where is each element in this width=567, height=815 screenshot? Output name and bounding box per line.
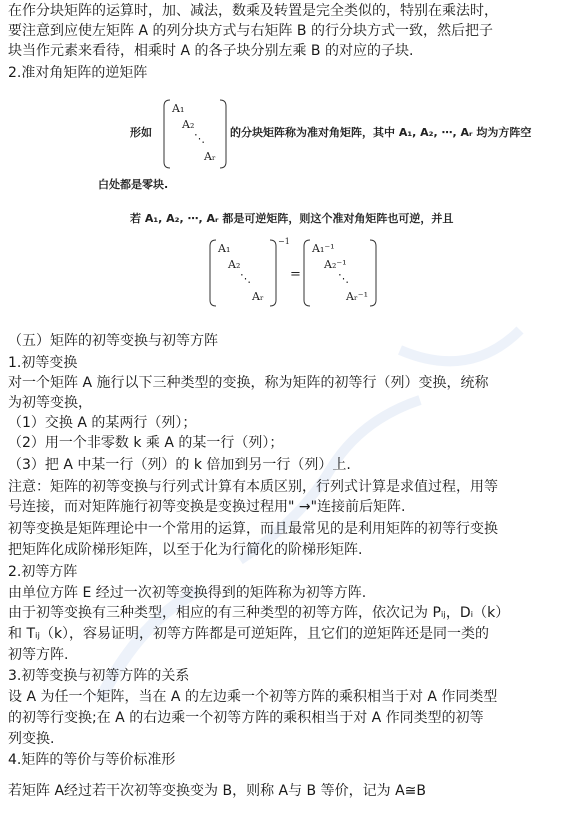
list-item: （3）把 A 中某一行（列）的 k 倍加到另一行（列）上. xyxy=(8,457,351,473)
paragraph-line: 为初等变换， xyxy=(8,395,92,411)
paragraph-line: 要注意到应使左矩阵 A 的列分块方式与右矩阵 B 的行分块方式一致，然后把子 xyxy=(8,23,493,39)
equals-sign: = xyxy=(290,267,301,282)
block-a1-inv: A₁⁻¹ xyxy=(312,242,335,255)
paragraph-line: 若矩阵 A经过若干次初等变换变为 B，则称 A与 B 等价，记为 A≅B xyxy=(8,783,426,799)
figure-line1-prefix: 形如 xyxy=(130,126,152,139)
paragraph-line: 由于初等变换有三种类型，相应的有三种类型的初等方阵，依次记为 Pᵢⱼ，Dᵢ（k） xyxy=(8,605,510,621)
paragraph-line: 的初等行变换;在 A 的右边乘一个初等方阵的乘积相当于对 A 作同类型的初等 xyxy=(8,710,484,726)
section-heading: 2.准对角矩阵的逆矩阵 xyxy=(8,65,148,81)
paragraph-line: 和 Tᵢⱼ（k），容易证明，初等方阵都是可逆矩阵，且它们的逆矩阵还是同一类的 xyxy=(8,626,490,642)
paragraph-line: 初等方阵. xyxy=(8,647,69,663)
list-item: （2）用一个非零数 k 乘 A 的某一行（列）； xyxy=(8,435,284,451)
note-line: 注意：矩阵的初等变换与行列式计算有本质区别，行列式计算是求值过程，用等 xyxy=(8,479,498,495)
subheading-4: 4.矩阵的等价与等价标准形 xyxy=(8,752,176,768)
paragraph-line: 由单位方阵 E 经过一次初等变换得到的矩阵称为初等方阵. xyxy=(8,585,367,601)
list-item: （1）交换 A 的某两行（列）； xyxy=(8,415,197,431)
subheading-3: 3.初等变换与初等方阵的关系 xyxy=(8,668,190,684)
paragraph-line: 对一个矩阵 A 施行以下三种类型的变换，称为矩阵的初等行（列）变换，统称 xyxy=(8,375,489,391)
block-a2: A₂ xyxy=(182,118,195,131)
block-ar: Aᵣ xyxy=(204,150,216,163)
subheading-2: 2.初等方阵 xyxy=(8,564,78,580)
block-a2-left: A₂ xyxy=(228,258,241,271)
note-line: 号连接，而对矩阵施行初等变换是变换过程用" →"连接前后矩阵. xyxy=(8,499,406,515)
figure-line2: 白处都是零块. xyxy=(98,178,169,191)
inverse-exponent: −1 xyxy=(278,237,290,246)
paragraph-line: 把矩阵化成阶梯形矩阵，以至于化为行简化的阶梯形矩阵. xyxy=(8,542,363,558)
paragraph-line: 在作分块矩阵的运算时，加、减法，数乘及转置是完全类似的，特别在乘法时， xyxy=(8,3,498,19)
section-title: （五）矩阵的初等变换与初等方阵 xyxy=(8,333,218,349)
block-ar-left: Aᵣ xyxy=(252,290,264,303)
figure-line3: 若 A₁, A₂, ⋯, Aᵣ 都是可逆矩阵，则这个准对角矩阵也可逆，并且 xyxy=(130,212,454,225)
block-ar-inv: Aᵣ⁻¹ xyxy=(346,290,368,303)
paragraph-line: 块当作元素来看待，相乘时 A 的各子块分别左乘 B 的对应的子块. xyxy=(8,43,414,59)
dots: ⋱ xyxy=(194,132,205,145)
dots-right: ⋱ xyxy=(338,272,349,285)
block-a2-inv: A₂⁻¹ xyxy=(324,258,347,271)
paragraph-line: 初等变换是矩阵理论中一个常用的运算，而且最常见的是利用矩阵的初等行变换 xyxy=(8,521,498,537)
block-a1-left: A₁ xyxy=(218,242,231,255)
matrix-figure xyxy=(98,92,560,322)
paragraph-line: 列变换. xyxy=(8,731,55,747)
block-a1: A₁ xyxy=(172,102,185,115)
dots-left: ⋱ xyxy=(240,272,251,285)
figure-line1-suffix: 的分块矩阵称为准对角矩阵，其中 A₁, A₂, ⋯, Aᵣ 均为方阵空 xyxy=(230,126,532,139)
paragraph-line: 设 A 为任一个矩阵，当在 A 的左边乘一个初等方阵的乘积相当于对 A 作同类型 xyxy=(8,689,498,705)
subheading-1: 1.初等变换 xyxy=(8,355,78,371)
